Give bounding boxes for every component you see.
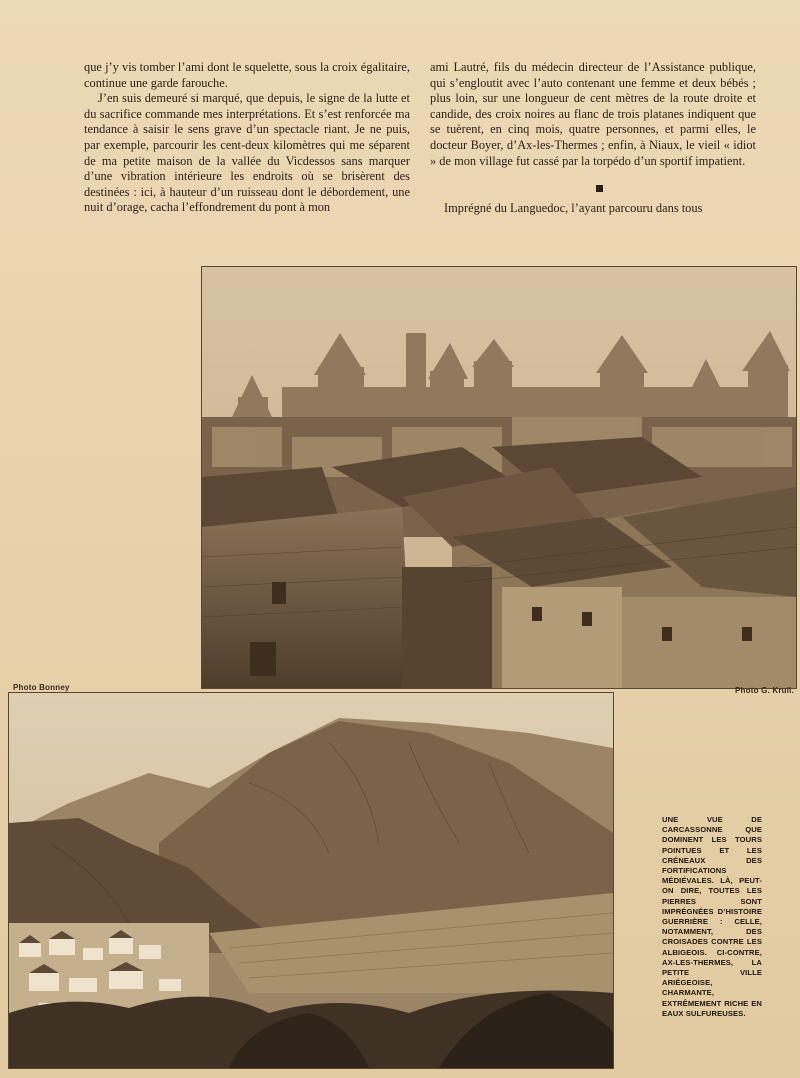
photo-credit-right: Photo G. Kruil.	[735, 686, 794, 695]
left-paragraph-2: J’en suis demeuré si marqué, que depuis, le signe de la lutte et du sacrifice commande mes interprétations. Et s’est renforcée ma tendance à saisir le sens grave d’un spectacle riant. Je ne puis, par exemple, parcourir les cent-deux kilomètres qui me séparent de ma petite maison de la vallée du Vicdessos sans marquer d’une vibration intérieure les endroits où se brisèrent des destinées : ici, à hauteur d’un ruisseau dont le débordement, une nuit d’orage, cacha l’effondrement du pont à mon	[84, 91, 410, 215]
section-separator-mark	[596, 185, 603, 192]
text-column-left	[84, 60, 410, 216]
right-paragraph-2: Imprégné du Languedoc, l’ayant parcouru dans tous	[444, 201, 703, 216]
right-paragraph-1: ami Lautré, fils du médecin directeur de l’Assistance publique, qui s’engloutit avec l’auto contenant une femme et deux bébés ; plus loin, sur une longueur de cent mètres de la route droite et candide, des croix noires au flanc de trois platanes indiquent que se tuèrent, en cinq mois, quatre personnes, et parmi elles, le docteur Boyer, d’Ax-les-Thermes ; enfin, à Niaux, le vieil « idiot » de mon village fut cassé par la torpédo d’un sportif impatient.	[430, 60, 756, 168]
photo-caption: UNE VUE DE CARCASSONNE QUE DOMINENT LES TOURS POINTUES ET LES CRÉNEAUX DES FORTIFICATIONS MÉDIÉVALES. LÀ, PEUT-ON DIRE, TOUTES LES PIERRES SONT IMPRÉGNÉES D’HISTOIRE GUERRIÈRE : CELLE, NOTAMMENT, DES CROISADES CONTRE LES ALBIGEOIS. CI-CONTRE, AX-LES-THERMES, LA PETITE VILLE ARIÉGEOISE, CHARMANTE, EXTRÊMEMENT RICHE EN EAUX SULFUREUSES.	[662, 815, 762, 1018]
text-column-right	[430, 60, 756, 217]
carcassonne-photo	[201, 266, 797, 689]
ax-les-thermes-photo	[8, 692, 614, 1069]
left-paragraph-1: que j’y vis tomber l’ami dont le squelette, sous la croix égalitaire, continue une garde farouche.	[84, 60, 410, 90]
photo-credit-left: Photo Bonney	[13, 683, 70, 692]
